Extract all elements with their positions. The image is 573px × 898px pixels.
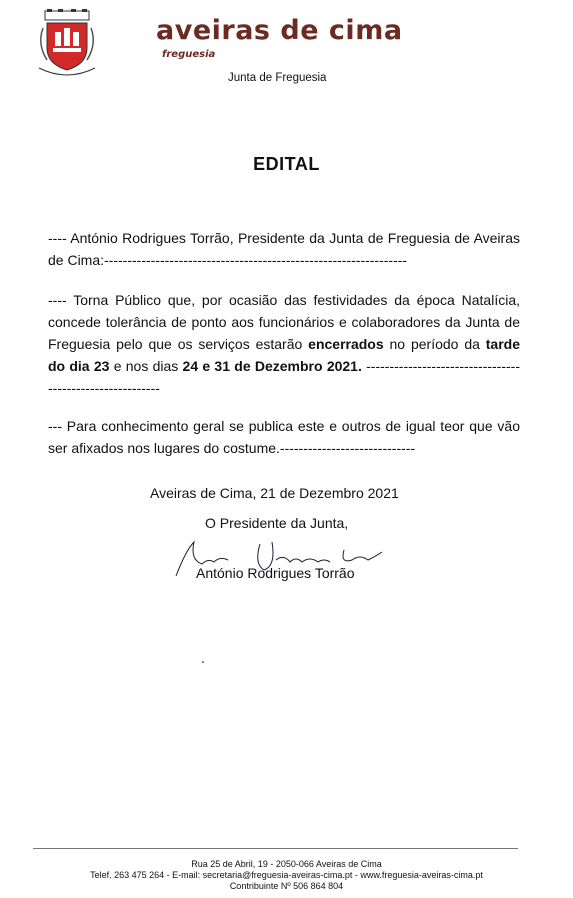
footer-address: Rua 25 de Abril, 19 - 2050-066 Aveiras de Cima (191, 859, 382, 869)
dash-filler: ----------------------------- (279, 440, 416, 456)
emphasis-days: 24 e 31 de Dezembro 2021. (182, 358, 362, 374)
paragraph-publication (48, 415, 520, 459)
footer-divider (33, 848, 518, 849)
scan-speck (202, 661, 204, 663)
paragraph-text: no período da (383, 336, 486, 352)
brand-subtitle: freguesia (162, 49, 216, 60)
dash-filler: --------------------------------------------------------- (48, 358, 520, 396)
brand-name: aveiras de cima (156, 15, 403, 46)
footer-contacts: Telef. 263 475 264 - E-mail: secretaria@freguesia-aveiras-cima.pt - www.freguesia-aveiras-cima.pt (90, 870, 483, 880)
signer-role: O Presidente da Junta, (205, 515, 349, 531)
footer-tax-id: Contribuinte Nº 506 864 804 (229, 881, 344, 891)
paragraph-introduction (48, 227, 520, 271)
organization-name: Junta de Freguesia (228, 72, 327, 84)
paragraph-text: --- Para conhecimento geral se publica este e outros de igual teor que vão ser afixados nos lugares do costume. (48, 418, 520, 456)
paragraph-text: ---- António Rodrigues Torrão, Presidente da Junta de Freguesia de Aveiras de Cima: (48, 230, 520, 268)
document-title: EDITAL (253, 154, 320, 174)
paragraph-announcement (48, 289, 520, 399)
dash-filler: ----------------------------------------------------------------- (104, 252, 408, 268)
place-and-date: Aveiras de Cima, 21 de Dezembro 2021 (150, 485, 399, 501)
emphasis-afternoon: tarde do dia 23 (48, 336, 520, 374)
paragraph-text: ---- Torna Público que, por ocasião das festividades da época Natalícia, concede tolerância de ponto aos funcionários e colaboradores da Junta de Freguesia pelo que os serviços estarão (48, 292, 520, 352)
emphasis-closed: encerrados (308, 336, 384, 352)
coat-of-arms-icon (33, 8, 101, 80)
signer-name: António Rodrigues Torrão (196, 565, 355, 581)
paragraph-text: e nos dias (109, 358, 183, 374)
